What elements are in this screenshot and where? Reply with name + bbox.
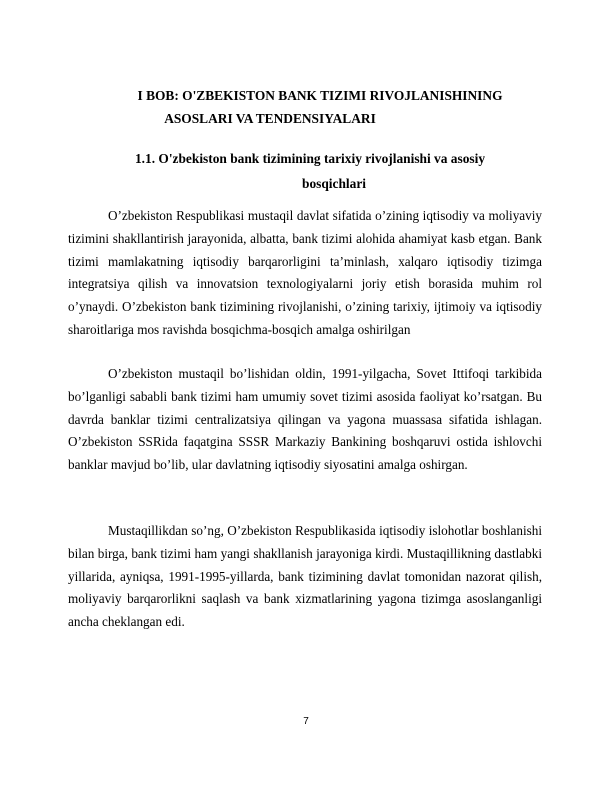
section-title	[68, 146, 542, 196]
paragraph-2: O’zbekiston mustaqil bo’lishidan oldin, 1991-yilgacha, Sovet Ittifoqi tarkibida bo’lganligi sababli bank tizimi ham umumiy sovet tizimi asosida faoliyat ko’rsatgan. Bu davrda banklar tizimi centralizatsiya qilingan va yagona muassasa sifatida ishlagan. O’zbekiston SSRida faqatgina SSSR Markaziy Bankining boshqaruvi ostida ishlovchi banklar mavjud bo’lib, ular davlatning iqtisodiy siyosatini amalga oshirgan.	[68, 366, 542, 473]
paragraph-1: O’zbekiston Respublikasi mustaqil davlat sifatida o’zining iqtisodiy va moliyaviy tizimini shakllantirish jarayonida, albatta, bank tizimi alohida ahamiyat kasb etgan. Bank tizimi mamlakatning iqtisodiy barqarorligini ta’minlash, xalqaro iqtisodiy tizimga integratsiya qilish va innovatsion texnologiyalarni joriy etish borasida muhim rol o’ynaydi. O’zbekiston bank tizimining rivojlanishi, o’zining tarixiy, ijtimoiy va iqtisodiy sharoitlariga mos ravishda bosqichma-bosqich amalga oshirilgan	[68, 208, 542, 337]
chapter-title-line-1: I BOB: O'ZBEKISTON BANK TIZIMI RIVOJLANISHINING	[137, 88, 503, 103]
paragraph-3: Mustaqillikdan so’ng, O’zbekiston Respublikasida iqtisodiy islohotlar boshlanishi bilan birga, bank tizimi ham yangi shakllanish jarayoniga kirdi. Mustaqillikning dastlabki yillarida, ayniqsa, 1991-1995-yillarda, bank tizimining davlat tomonidan nazorat qilish, moliyaviy barqarorlikni saqlash va bank xizmatlarining yagona tizimga asoslanganligi ancha cheklangan edi.	[68, 523, 542, 630]
page-number: 7	[303, 716, 309, 727]
section-title-line-1: 1.1. O'zbekiston bank tizimining tarixiy rivojlanishi va asosiy	[134, 151, 486, 166]
chapter-title	[68, 84, 542, 130]
section-title-line-2: bosqichlari	[302, 176, 366, 191]
chapter-title-line-2: ASOSLARI VA TENDENSIYALARI	[164, 111, 376, 126]
